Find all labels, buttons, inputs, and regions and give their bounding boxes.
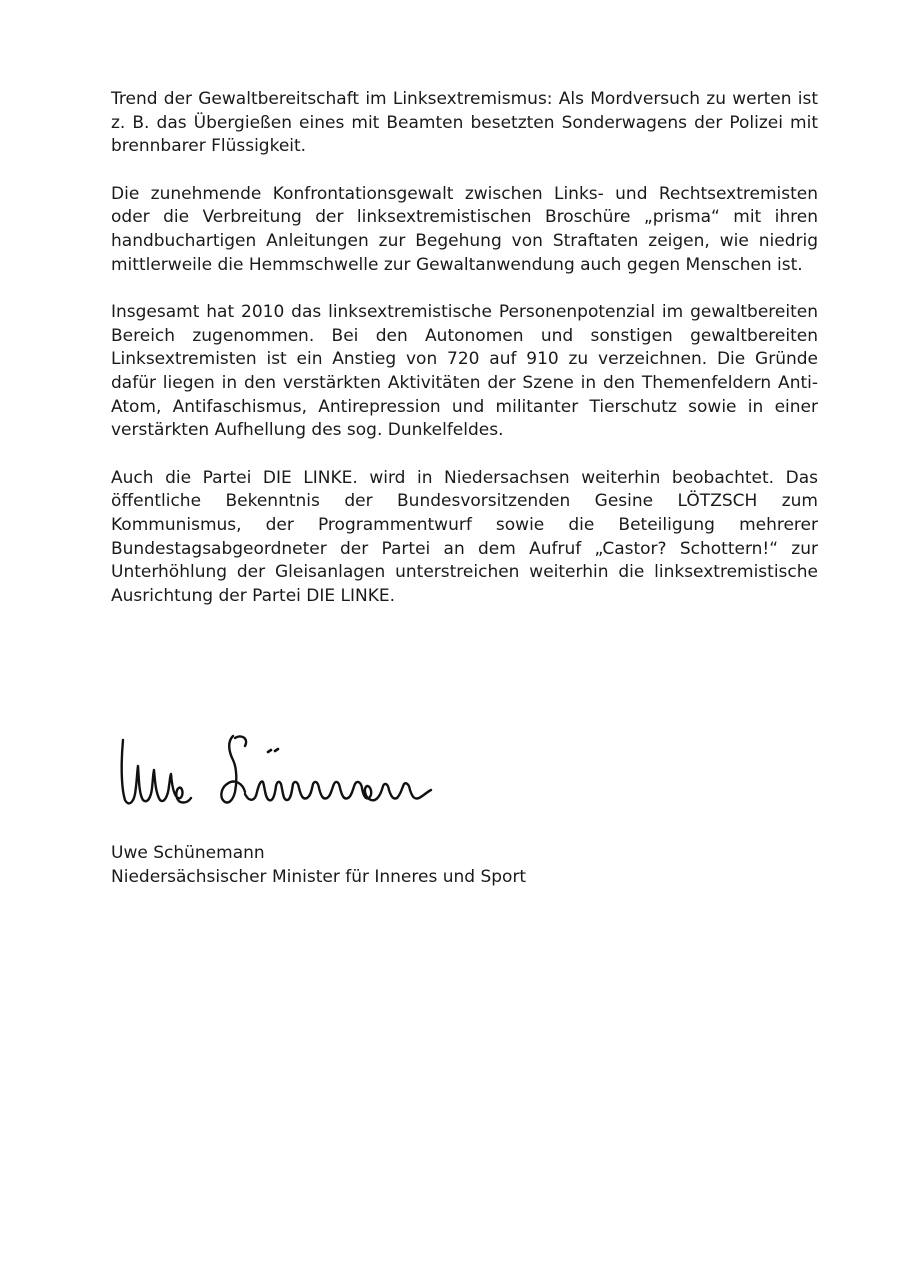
document-body (111, 88, 818, 632)
signer-name: Uwe Schünemann (111, 843, 265, 863)
paragraph: Insgesamt hat 2010 das linksextremistische Personenpotenzial im gewaltbereiten Bereich zugenommen. Bei den Autonomen und sonstigen gewaltbereiten Linksextremisten ist ein Anstieg von 720 auf 910 zu verzeichnen. Die Gründe dafür liegen in den verstärkten Aktivitäten der Szene in den Themenfeldern Anti-Atom, Antifaschismus, Antirepression und militanter Tierschutz sowie in einer verstärkten Aufhellung des sog. Dunkelfeldes. (111, 302, 818, 441)
paragraph: Die zunehmende Konfrontationsgewalt zwischen Links- und Rechtsextremisten oder die Verbreitung der linksextremistischen Broschüre „prisma“ mit ihren handbuchartigen Anleitungen zur Begehung von Straftaten zeigen, wie niedrig mittlerweile die Hemmschwelle zur Gewaltanwendung auch gegen Menschen ist. (111, 183, 818, 275)
paragraph: Auch die Partei DIE LINKE. wird in Niedersachsen weiterhin beobachtet. Das öffentliche Bekenntnis der Bundesvorsitzenden Gesine LÖTZSCH zum Kommunismus, der Programmentwurf sowie die Beteiligung mehrerer Bundestagsabgeordneter der Partei an dem Aufruf „Castor? Schottern!“ zur Unterhöhlung der Gleisanlagen unterstreichen weiterhin die linksextremistische Ausrichtung der Partei DIE LINKE. (111, 467, 818, 606)
signer-block (111, 842, 526, 889)
signer-title: Niedersächsischer Minister für Inneres und Sport (111, 866, 527, 887)
paragraph: Trend der Gewaltbereitschaft im Linksextremismus: Als Mordversuch zu werten ist z. B. das Übergießen eines mit Beamten besetzten Sonderwagens der Polizei mit brennbarer Flüssigkeit. (111, 89, 818, 157)
signature-icon (115, 732, 445, 814)
